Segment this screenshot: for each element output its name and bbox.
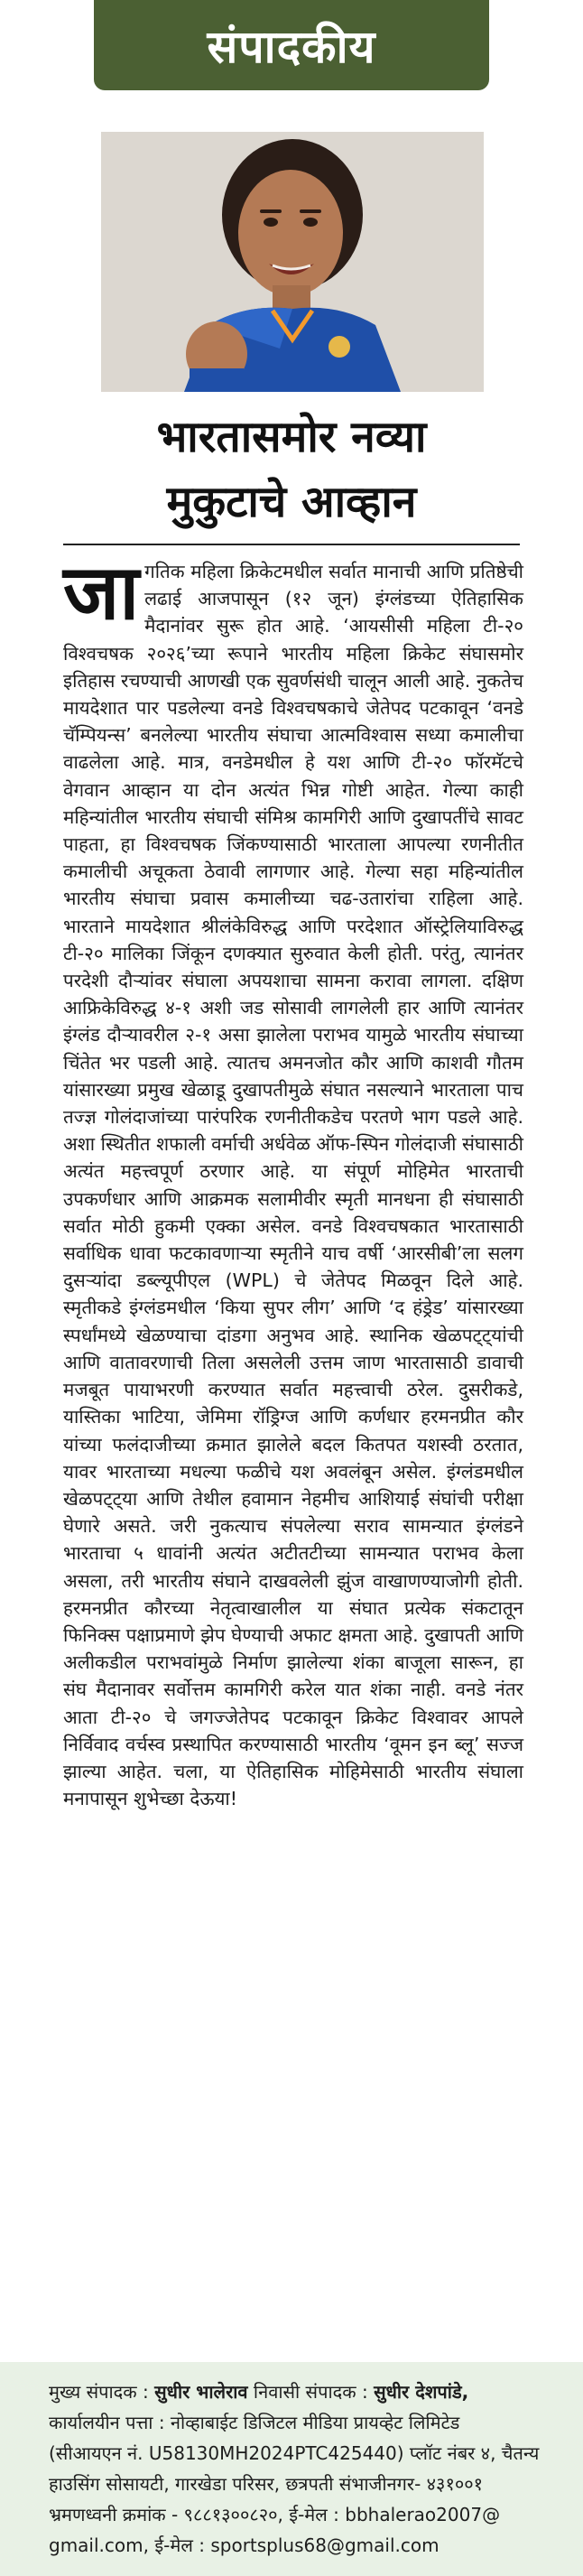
editor-label: मुख्य संपादक : (49, 2381, 149, 2403)
resident-editor-label: निवासी संपादक : (253, 2381, 368, 2403)
footer-contact-line-2: gmail.com, ई-मेल : sportsplus68@gmail.com (49, 2534, 440, 2556)
section-title: संपादकीय (207, 21, 376, 73)
player-portrait-icon (101, 132, 484, 392)
article-body (63, 548, 523, 1812)
resident-editor-name: सुधीर देशपांडे, (374, 2381, 469, 2403)
footer-address-line-2: (सीआयएन नं. U58130MH2024PTC425440) प्लॉट नंबर ४, चैतन्य (49, 2442, 540, 2464)
drop-cap: जा (63, 548, 140, 637)
headline (0, 405, 583, 535)
editor-name: सुधीर भालेराव (154, 2381, 248, 2403)
article-photo (101, 132, 484, 392)
headline-line-1: भारतासमोर नव्या (156, 412, 427, 462)
article-text: गतिक महिला क्रिकेटमधील सर्वात मानाची आणि प्रतिष्ठेची लढाई आजपासून (१२ जून) इंग्लंडच्या ऐतिहासिक मैदानांवर सुरू होत आहे. ‘आयसीसी महिला टी-२० विश्वचषक २०२६’च्या रूपाने भारतीय महिला क्रिकेट संघासमोर इतिहास रचण्याची आणखी एक सुवर्णसंधी चालून आली आहे. नुकतेच मायदेशात पार पडलेल्या वनडे विश्वचषकाचे जेतेपद पटकावून ‘वनडे चॅम्पियन्स’ बनलेल्या भारतीय संघाचा आत्मविश्वास सध्या कमालीचा वाढलेला आहे. मात्र, वनडेमधील हे यश आणि टी-२० फॉरमॅटचे वेगवान आव्हान या दोन अत्यंत भिन्न गोष्टी आहेत. गेल्या काही महिन्यांतील भारतीय संघाची संमिश्र कामगिरी आणि दुखापतींचे सावट पाहता, हा विश्वचषक जिंकण्यासाठी भारताला आपल्या रणनीतीत कमालीची अचूकता ठेवावी लागणार आहे. गेल्या सहा महिन्यांतील भारतीय संघाचा प्रवास कमालीच्या चढ-उतारांचा राहिला आहे. भारताने मायदेशात श्रीलंकेविरुद्ध आणि परदेशात ऑस्ट्रेलियाविरुद्ध टी-२० मालिका जिंकून दणक्यात सुरुवात केली होती. परंतु, त्यानंतर परदेशी दौऱ्यांवर संघाला अपयशाचा सामना करावा लागला. दक्षिण आफ्रिकेविरुद्ध ४-१ अशी जड सोसावी लागलेली हार आणि त्यानंतर इंग्लंड दौऱ्यावरील २-१ असा झालेला पराभव यामुळे भारतीय संघाच्या चिंतेत भर पडली आहे. त्यातच अमनजोत कौर आणि काशवी गौतम यांसारख्या प्रमुख खेळाडू दुखापतीमुळे संघात नसल्याने भारताला पाच तज्ज्ञ गोलंदाजांच्या पारंपरिक रणनीतीकडेच परतणे भाग पडले आहे. अशा स्थितीत शफाली वर्माची अर्धवेळ ऑफ-स्पिन गोलंदाजी संघासाठी अत्यंत महत्त्वपूर्ण ठरणार आहे. या संपूर्ण मोहिमेत भारताची उपकर्णधार आणि आक्रमक सलामीवीर स्मृती मानधना ही संघासाठी सर्वात मोठी हुकमी एक्का असेल. वनडे विश्वचषकात भारतासाठी सर्वाधिक धावा फटकावणाऱ्या स्मृतीने याच वर्षी ‘आरसीबी’ला सलग दुसऱ्यांदा डब्ल्यूपीएल (WPL) चे जेतेपद मिळवून दिले आहे. स्मृतीकडे इंग्लंडमधील ‘किया सुपर लीग’ आणि ‘द हंड्रेड’ यांसारख्या स्पर्धांमध्ये खेळण्याचा दांडगा अनुभव आहे. स्थानिक खेळपट्ट्यांची आणि वातावरणाची तिला असलेली उत्तम जाण भारतासाठी डावाची मजबूत पायाभरणी करण्यात सर्वात महत्त्वाची ठरेल. दुसरीकडे, यास्तिका भाटिया, जेमिमा रॉड्रिग्ज आणि कर्णधार हरमनप्रीत कौर यांच्या फलंदाजीच्या क्रमात झालेले बदल कितपत यशस्वी ठरतात, यावर भारताच्या मधल्या फळीचे यश अवलंबून असेल. इंग्लंडमधील खेळपट्ट्या आणि तेथील हवामान नेहमीच आशियाई संघांची परीक्षा घेणारे असते. जरी नुकत्याच संपलेल्या सराव सामन्यात इंग्लंडने भारताचा ५ धावांनी अत्यंत अटीतटीच्या सामन्यात पराभव केला असला, तरी भारतीय संघाने दाखवलेली झुंज वाखाणण्याजोगी होती. हरमनप्रीत कौरच्या नेतृत्वाखालील या संघात प्रत्येक संकटातून फिनिक्स पक्षाप्रमाणे झेप घेण्याची अफाट क्षमता आहे. दुखापती आणि अलीकडील पराभवांमुळे निर्माण झालेल्या शंका बाजूला सारून, हा संघ मैदानावर सर्वोत्तम कामगिरी करेल यात शंका नाही. वनडे नंतर आता टी-२० चे जगज्जेतेपद पटकावून क्रिकेट विश्वावर आपले निर्विवाद वर्चस्व प्रस्थापित करण्यासाठी भारतीय ‘वूमन इन ब्लू’ सज्ज झाल्या आहेत. चला, या ऐतिहासिक मोहिमेसाठी भारतीय संघाला मनापासून शुभेच्छा देऊया! (63, 561, 523, 1810)
footer-editors-line (49, 2376, 554, 2407)
footer-contact-line-1: भ्रमणध्वनी क्रमांक - ९८८१३००८२०, ई-मेल : bbhalerao2007@ (49, 2504, 501, 2525)
section-banner (94, 0, 489, 90)
headline-line-2: मुकुटाचे आव्हान (166, 477, 417, 527)
headline-divider (63, 544, 520, 545)
footer-address-line-1: कार्यालयीन पत्ता : नोव्हाबाईट डिजिटल मीडिया प्रायव्हेट लिमिटेड (49, 2412, 460, 2433)
footer-imprint (0, 2362, 583, 2576)
footer-address-line-3: हाउसिंग सोसायटी, गारखेडा परिसर, छत्रपती संभाजीनगर- ४३१००१ (49, 2473, 484, 2495)
